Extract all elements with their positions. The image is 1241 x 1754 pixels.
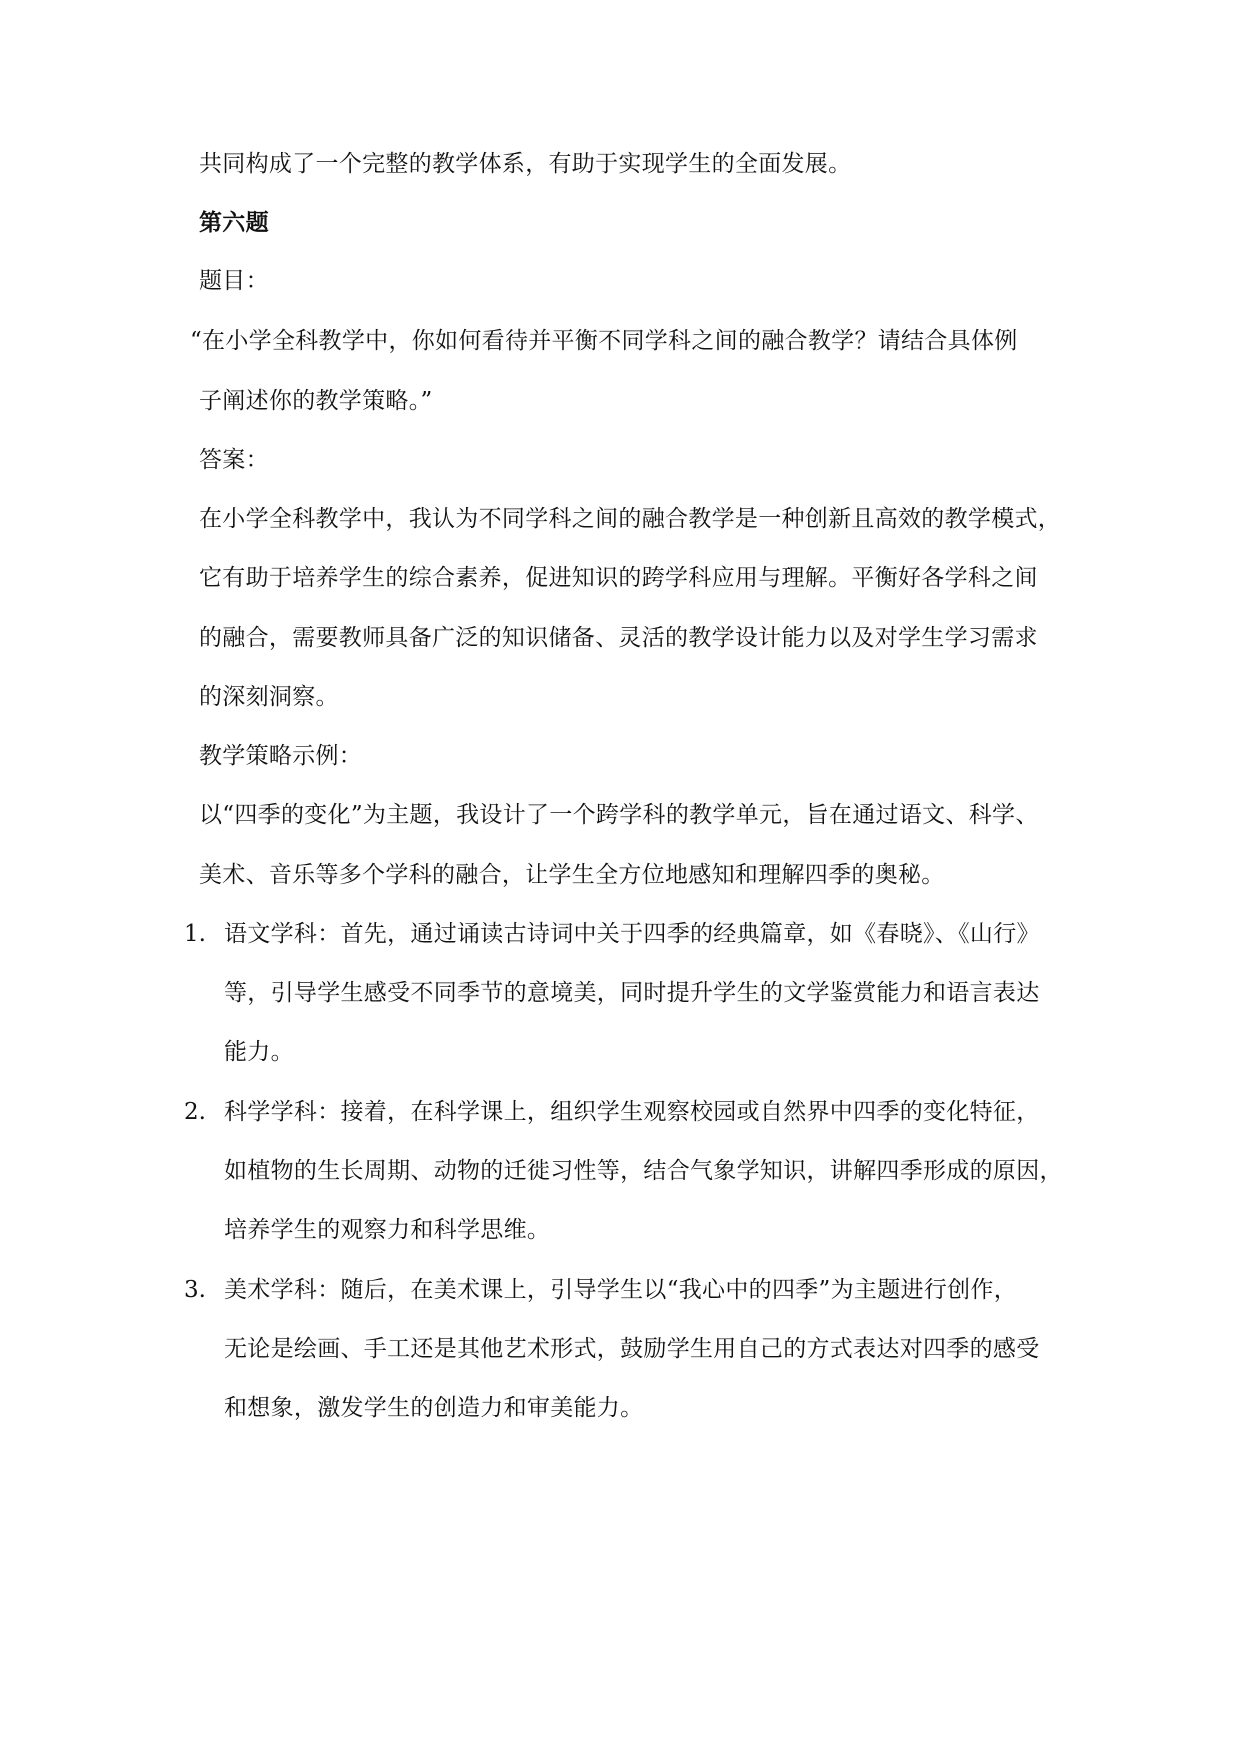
list-item-3-line-1: 美术学科：随后，在美术课上，引导学生以“我心中的四季”为主题进行创作， — [224, 1277, 1018, 1303]
list-item-3-line-3: 和想象，激发学生的创造力和审美能力。 — [224, 1395, 644, 1421]
continuation-text: 共同构成了一个完整的教学体系，有助于实现学生的全面发展。 — [199, 151, 852, 177]
list-item-1-line-2: 等，引导学生感受不同季节的意境美，同时提升学生的文学鉴赏能力和语言表达 — [224, 980, 1040, 1006]
answer-line-3: 的融合，需要教师具备广泛的知识储备、灵活的教学设计能力以及对学生学习需求 — [199, 625, 1038, 651]
section-heading: 第六题 — [199, 209, 269, 236]
answer-label: 答案： — [199, 447, 269, 473]
list-item-3-number: 3. — [184, 1277, 206, 1303]
answer-line-1: 在小学全科教学中，我认为不同学科之间的融合教学是一种创新且高效的教学模式， — [199, 506, 1062, 532]
question-line-1: “在小学全科教学中，你如何看待并平衡不同学科之间的融合教学？请结合具体例 — [190, 328, 1018, 354]
list-item-1-number: 1. — [184, 921, 206, 947]
list-item-3-line-2: 无论是绘画、手工还是其他艺术形式，鼓励学生用自己的方式表达对四季的感受 — [224, 1336, 1040, 1362]
list-item-2-number: 2. — [184, 1099, 206, 1125]
strategy-label: 教学策略示例： — [199, 743, 363, 769]
list-item-2-line-3: 培养学生的观察力和科学思维。 — [224, 1217, 551, 1243]
intro-line-1: 以“四季的变化”为主题，我设计了一个跨学科的教学单元，旨在通过语文、科学、 — [199, 802, 1039, 828]
list-item-1-line-1: 语文学科：首先，通过诵读古诗词中关于四季的经典篇章，如《春晓》、《山行》 — [224, 921, 1040, 947]
intro-line-2: 美术、音乐等多个学科的融合，让学生全方位地感知和理解四季的奥秘。 — [199, 862, 945, 888]
question-label: 题目： — [199, 268, 269, 294]
list-item-2-line-2: 如植物的生长周期、动物的迁徙习性等，结合气象学知识，讲解四季形成的原因， — [224, 1158, 1063, 1184]
question-line-2: 子阐述你的教学策略。” — [199, 388, 433, 414]
answer-line-2: 它有助于培养学生的综合素养，促进知识的跨学科应用与理解。平衡好各学科之间 — [199, 565, 1038, 591]
list-item-2-line-1: 科学学科：接着，在科学课上，组织学生观察校园或自然界中四季的变化特征， — [224, 1099, 1040, 1125]
list-item-1-line-3: 能力。 — [224, 1039, 294, 1065]
answer-line-4: 的深刻洞察。 — [199, 684, 339, 710]
